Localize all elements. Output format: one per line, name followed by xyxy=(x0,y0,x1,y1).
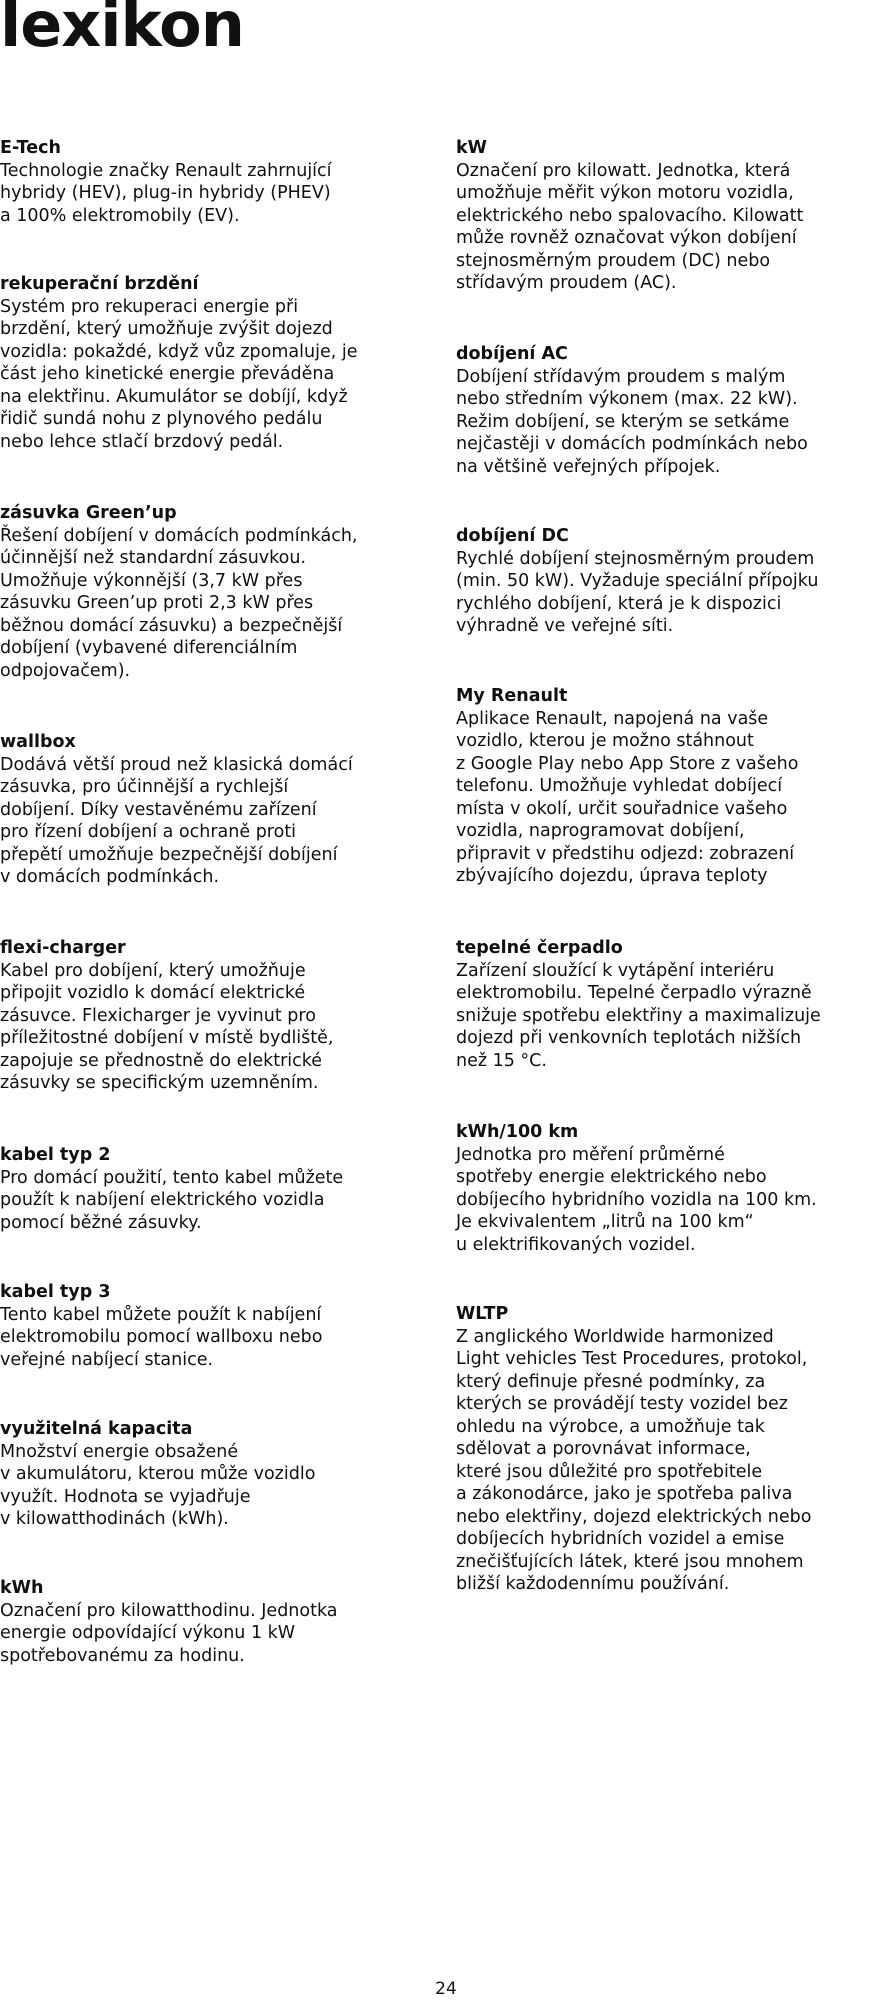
entry-term: kabel typ 2 xyxy=(0,1145,111,1165)
glossary-entry-dobijeni-ac xyxy=(456,343,892,478)
glossary-entry-kabel-typ-2 xyxy=(0,1144,440,1234)
entry-term: rekuperační brzdění xyxy=(0,274,199,294)
entry-term: WLTP xyxy=(456,1304,509,1324)
entry-term: zásuvka Green’up xyxy=(0,503,177,523)
entry-definition: Jednotka pro měření průměrné spotřeby energie elektrického nebo dobíjecího hybridního vozidla na 100 km. Je ekvivalentem „litrů na 100 km“ u elektrifikovaných vozidel. xyxy=(456,1144,817,1255)
glossary-entry-rekuperacni-brzdeni xyxy=(0,273,440,453)
entry-term: kabel typ 3 xyxy=(0,1282,111,1302)
entry-term: kWh xyxy=(0,1578,44,1598)
entry-definition: Označení pro kilowatt. Jednotka, která umožňuje měřit výkon motoru vozidla, elektrického nebo spalovacího. Kilowatt může rovněž označovat výkon dobíjení stejnosměrným proudem (DC) nebo střídavým proudem (AC). xyxy=(456,160,804,293)
entry-definition: Zařízení sloužící k vytápění interiéru elektromobilu. Tepelné čerpadlo výrazně snižuje spotřebu elektřiny a maximalizuje dojezd při venkovních teplotách nižších než 15 °C. xyxy=(456,960,821,1071)
glossary-entry-kwh xyxy=(0,1577,440,1667)
entry-term: kW xyxy=(456,138,487,158)
glossary-entry-my-renault xyxy=(456,685,892,888)
glossary-entry-zasuvka-green-up xyxy=(0,502,440,682)
page-title: lexikon xyxy=(0,0,244,61)
glossary-entry-wallbox xyxy=(0,731,440,889)
entry-term: kWh/100 km xyxy=(456,1122,579,1142)
glossary-entry-e-tech xyxy=(0,137,440,227)
entry-definition: Pro domácí použití, tento kabel můžete použít k nabíjení elektrického vozidla pomocí běžné zásuvky. xyxy=(0,1167,344,1233)
glossary-entry-dobijeni-dc xyxy=(456,525,892,638)
entry-definition: Dobíjení střídavým proudem s malým nebo středním výkonem (max. 22 kW). Režim dobíjení, se kterým se setkáme nejčastěji v domácích podmínkách nebo na většině veřejných přípojek. xyxy=(456,366,808,477)
entry-definition: Aplikace Renault, napojená na vaše vozidlo, kterou je možno stáhnout z Google Play nebo App Store z vašeho telefonu. Umožňuje vyhledat dobíjecí místa v okolí, určit souřadnice vašeho vozidla, naprogramovat dobíjení, připravit v předstihu odjezd: zobrazení zbývajícího dojezdu, úprava teploty xyxy=(456,708,799,886)
entry-definition: Množství energie obsažené v akumulátoru, kterou může vozidlo využít. Hodnota se vyjadřuje v kilowatthodinách (kWh). xyxy=(0,1441,316,1529)
glossary-entry-tepelne-cerpadlo xyxy=(456,937,892,1072)
entry-definition: Systém pro rekuperaci energie při brzdění, který umožňuje zvýšit dojezd vozidla: pokaždé, když vůz zpomaluje, je část jeho kinetické energie převáděna na elektřinu. Akumulátor se dobíjí, když řidič sundá nohu z plynového pedálu nebo lehce stlačí brzdový pedál. xyxy=(0,296,358,452)
entry-definition: Tento kabel můžete použít k nabíjení elektromobilu pomocí wallboxu nebo veřejné nabíjecí stanice. xyxy=(0,1304,323,1370)
entry-definition: Řešení dobíjení v domácích podmínkách, účinnější než standardní zásuvkou. Umožňuje výkonnější (3,7 kW přes zásuvku Green’up proti 2,3 kW přes běžnou domácí zásuvku) a bezpečnější dobíjení (vybavené diferenciálním odpojovačem). xyxy=(0,525,358,681)
entry-definition: Rychlé dobíjení stejnosměrným proudem (min. 50 kW). Vyžaduje speciální přípojku rychlého dobíjení, která je k dispozici výhradně ve veřejné síti. xyxy=(456,548,819,636)
glossary-entry-kabel-typ-3 xyxy=(0,1281,440,1371)
entry-term: flexi-charger xyxy=(0,938,126,958)
entry-term: My Renault xyxy=(456,686,568,706)
glossary-entry-kw xyxy=(456,137,892,295)
entry-term: tepelné čerpadlo xyxy=(456,938,623,958)
page-number: 24 xyxy=(435,1979,457,1999)
entry-term: wallbox xyxy=(0,732,76,752)
glossary-entry-wltp xyxy=(456,1303,892,1596)
glossary-entry-kwh-100-km xyxy=(456,1121,892,1256)
entry-term: dobíjení AC xyxy=(456,344,568,364)
entry-term: E-Tech xyxy=(0,138,61,158)
entry-definition: Dodává větší proud než klasická domácí zásuvka, pro účinnější a rychlejší dobíjení. Díky vestavěnému zařízení pro řízení dobíjení a ochraně proti přepětí umožňuje bezpečnější dobíjení v domácích podmínkách. xyxy=(0,754,353,887)
glossary-entry-flexi-charger xyxy=(0,937,440,1095)
entry-definition: Označení pro kilowatthodinu. Jednotka energie odpovídající výkonu 1 kW spotřebovanému za hodinu. xyxy=(0,1600,338,1666)
entry-definition: Kabel pro dobíjení, který umožňuje připojit vozidlo k domácí elektrické zásuvce. Flexicharger je vyvinut pro příležitostné dobíjení v místě bydliště, zapojuje se přednostně do elektrické zásuvky se specifickým uzemněním. xyxy=(0,960,334,1093)
entry-definition: Technologie značky Renault zahrnující hybridy (HEV), plug-in hybridy (PHEV) a 100% elektromobily (EV). xyxy=(0,160,332,226)
entry-term: využitelná kapacita xyxy=(0,1419,193,1439)
glossary-entry-vyuzitelna-kapacita xyxy=(0,1418,440,1531)
entry-definition: Z anglického Worldwide harmonized Light vehicles Test Procedures, protokol, který definuje přesné podmínky, za kterých se provádějí testy vozidel bez ohledu na výrobce, a umožňuje tak sdělovat a porovnávat informace, které jsou důležité pro spotřebitele a zákonodárce, jako je spotřeba paliva nebo elektřiny, dojezd elektrických nebo dobíjecích hybridních vozidel a emise znečišťujících látek, které jsou mnohem bližší každodennímu používání. xyxy=(456,1326,812,1594)
entry-term: dobíjení DC xyxy=(456,526,569,546)
